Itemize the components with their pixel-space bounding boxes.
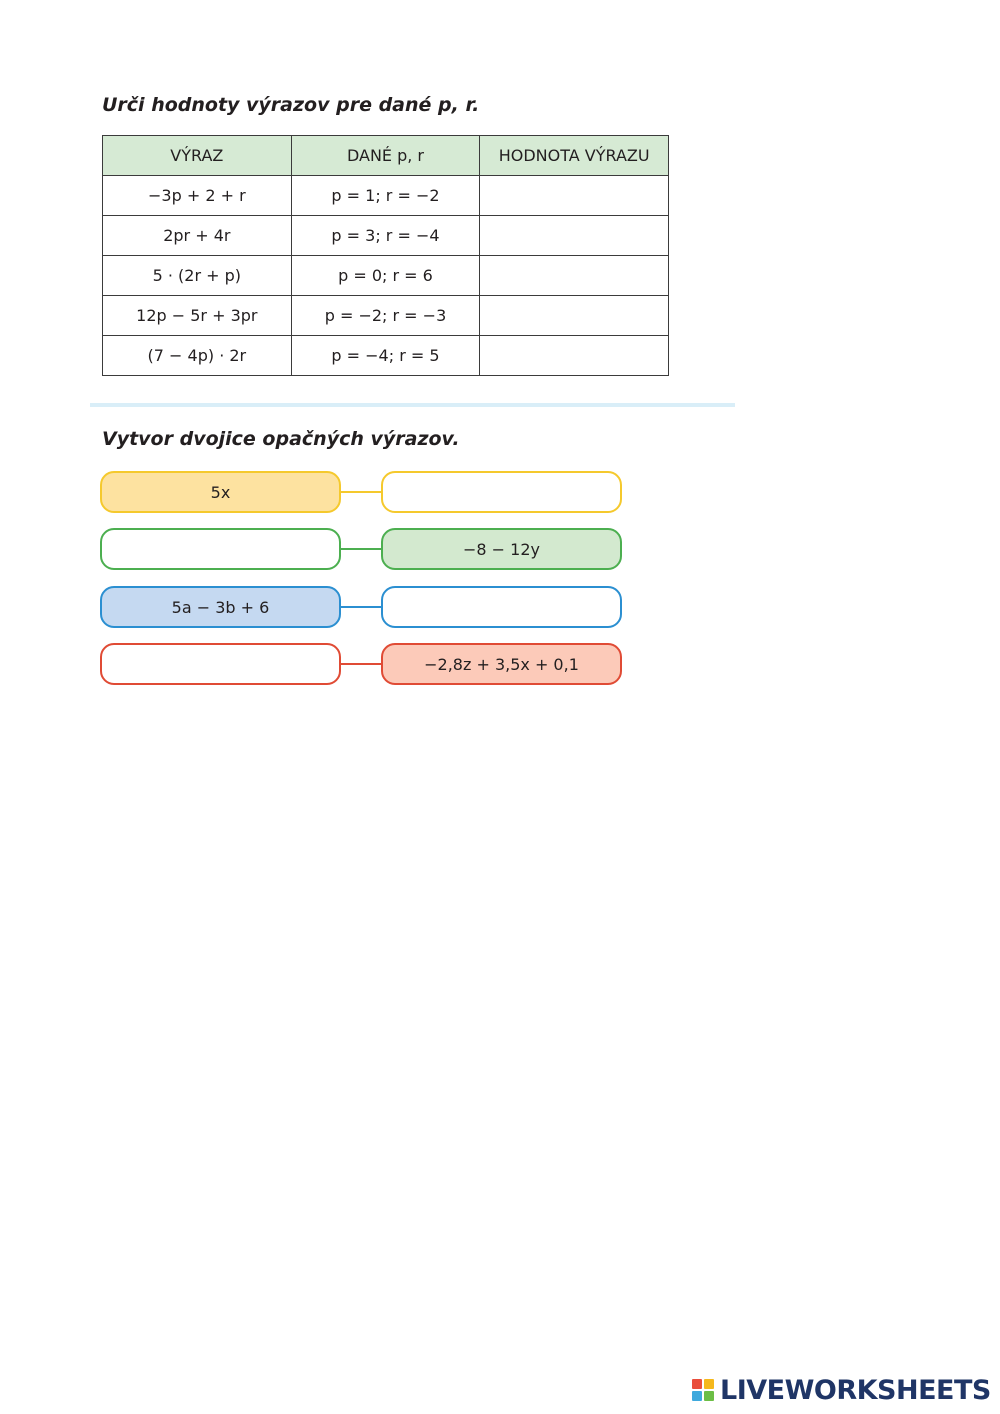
given-values-cell: p = 1; r = −2: [291, 176, 480, 216]
given-values-cell: p = 3; r = −4: [291, 216, 480, 256]
pair-connector: [341, 548, 381, 550]
answer-field[interactable]: [480, 336, 669, 376]
answer-field[interactable]: [480, 296, 669, 336]
exercise-1-title: Urči hodnoty výrazov pre dané p, r.: [102, 94, 480, 116]
given-values-cell: p = −4; r = 5: [291, 336, 480, 376]
table-row: [103, 296, 669, 336]
pair-connector: [341, 491, 381, 493]
header-expression-value: HODNOTA VÝRAZU: [480, 136, 669, 176]
table-header-row: [103, 136, 669, 176]
expression-cell: 2pr + 4r: [103, 216, 292, 256]
liveworksheets-logo: [692, 1374, 991, 1406]
table-row: [103, 216, 669, 256]
given-values-cell: p = −2; r = −3: [291, 296, 480, 336]
pair-left-answer-field[interactable]: [100, 528, 341, 570]
table-row: [103, 256, 669, 296]
section-divider: [90, 403, 735, 407]
answer-field[interactable]: [480, 256, 669, 296]
table-row: [103, 176, 669, 216]
pair-left-box: 5x: [100, 471, 341, 513]
opposite-pair-4: [100, 643, 621, 685]
table-row: [103, 336, 669, 376]
opposite-pair-3: [100, 586, 621, 628]
expression-cell: 12p − 5r + 3pr: [103, 296, 292, 336]
logo-blocks-icon: [692, 1379, 714, 1401]
expression-cell: (7 − 4p) · 2r: [103, 336, 292, 376]
expression-values-table: [102, 135, 669, 376]
expression-cell: 5 · (2r + p): [103, 256, 292, 296]
header-given-values: DANÉ p, r: [291, 136, 480, 176]
answer-field[interactable]: [480, 176, 669, 216]
pair-connector: [341, 663, 381, 665]
answer-field[interactable]: [480, 216, 669, 256]
pair-right-answer-field[interactable]: [381, 586, 622, 628]
exercise-2-title: Vytvor dvojice opačných výrazov.: [102, 428, 460, 450]
pair-right-box: −2,8z + 3,5x + 0,1: [381, 643, 622, 685]
given-values-cell: p = 0; r = 6: [291, 256, 480, 296]
header-expression: VÝRAZ: [103, 136, 292, 176]
pair-left-box: 5a − 3b + 6: [100, 586, 341, 628]
pair-connector: [341, 606, 381, 608]
pair-left-answer-field[interactable]: [100, 643, 341, 685]
pair-right-box: −8 − 12y: [381, 528, 622, 570]
opposite-pair-2: [100, 528, 621, 570]
logo-text: LIVEWORKSHEETS: [720, 1374, 991, 1406]
expression-cell: −3p + 2 + r: [103, 176, 292, 216]
opposite-pair-1: [100, 471, 621, 513]
pair-right-answer-field[interactable]: [381, 471, 622, 513]
